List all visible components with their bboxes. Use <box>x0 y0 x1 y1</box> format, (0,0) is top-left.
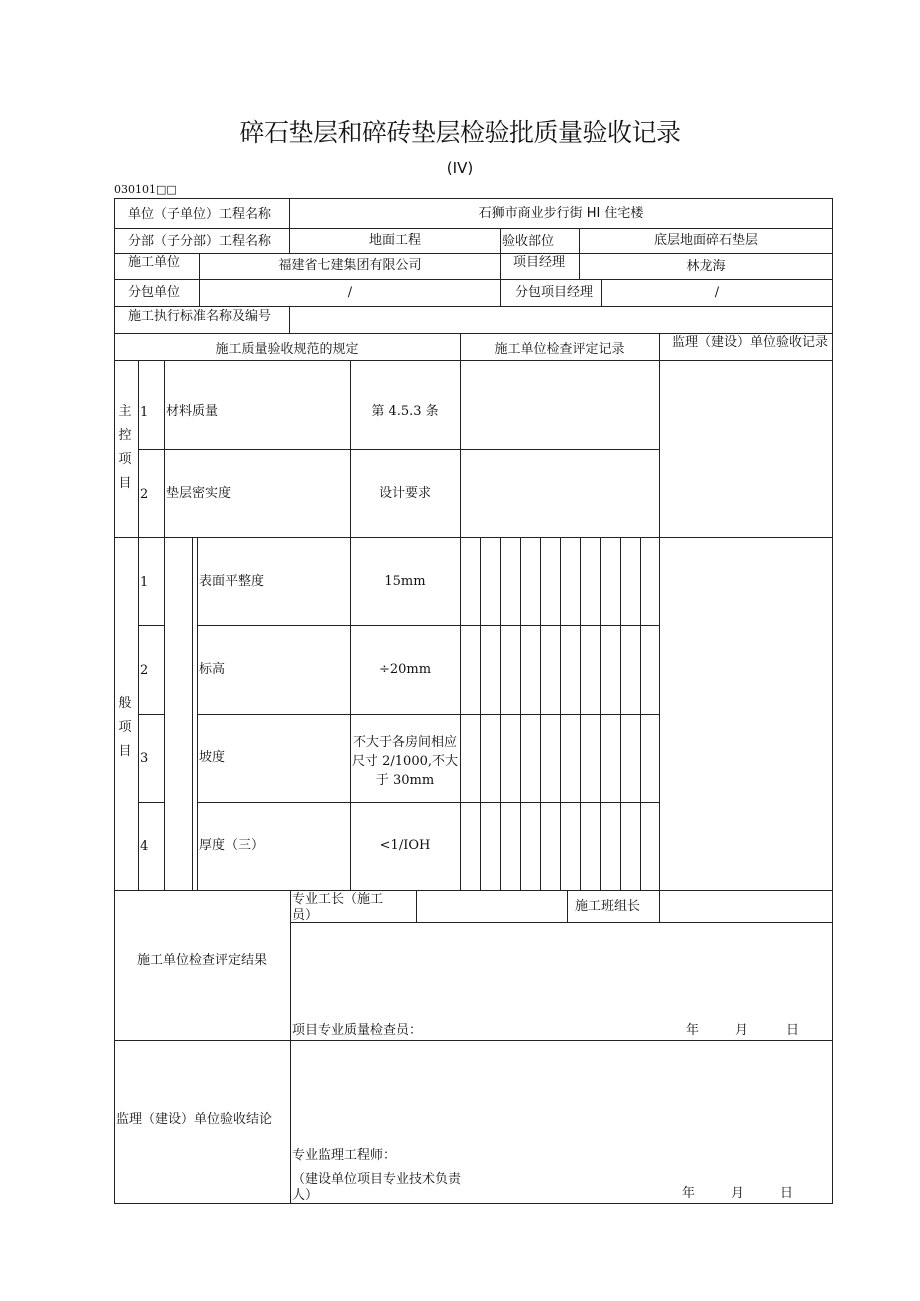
inspector-label: 项目专业质量检查员： <box>292 1023 423 1038</box>
owner-label: （建设单位项目专业技术负责人） <box>292 1172 462 1203</box>
supervisor-result-label: 监理（建设）单位验收结论 <box>116 1112 273 1127</box>
main-control-group-label: 主控项目 <box>118 404 132 491</box>
item-requirement: 15mm <box>384 574 426 589</box>
pm-value: 林龙海 <box>686 259 726 274</box>
team-leader-label: 施工班组长 <box>575 899 641 914</box>
subcontractor-label: 分包单位 <box>128 285 181 300</box>
date-month: 月 <box>735 1023 749 1038</box>
item-number: 1 <box>140 575 149 590</box>
date-day: 日 <box>780 1186 794 1201</box>
date-year: 年 <box>686 1023 700 1038</box>
subcontractor-value: / <box>347 285 353 300</box>
spec-column-header: 施工质量验收规范的规定 <box>215 342 359 357</box>
item-name: 厚度（三） <box>199 838 265 853</box>
item-number: 1 <box>140 405 149 420</box>
item-name: 标高 <box>199 662 226 677</box>
form-code: 030101□□ <box>114 183 177 196</box>
acceptance-part-label: 验收部位 <box>502 234 555 249</box>
general-group-label: 般项目 <box>118 696 132 759</box>
item-name: 坡度 <box>199 750 226 765</box>
date-day: 日 <box>786 1023 800 1038</box>
date-month: 月 <box>731 1186 745 1201</box>
item-requirement: 不大于各房间相应尺寸 2/1000,不大于 30mm <box>352 735 458 788</box>
item-requirement: 第 4.5.3 条 <box>371 404 439 419</box>
pm-label: 项目经理 <box>513 255 566 270</box>
sub-pm-value: / <box>714 285 720 300</box>
item-requirement: ÷20mm <box>378 662 432 677</box>
item-requirement: <1/IOH <box>379 838 431 853</box>
document-subtitle: (IV) <box>446 159 474 177</box>
foreman-label: 专业工长（施工员） <box>292 892 384 923</box>
item-name: 垫层密实度 <box>166 486 232 501</box>
item-name: 材料质量 <box>166 404 219 419</box>
item-requirement: 设计要求 <box>378 486 431 501</box>
date-year: 年 <box>682 1186 696 1201</box>
contractor-value: 福建省七建集团有限公司 <box>278 258 422 273</box>
item-name: 表面平整度 <box>199 574 265 589</box>
item-number: 2 <box>140 663 149 678</box>
supervisor-record-header: 监理（建设）单位验收记录 <box>672 335 829 350</box>
contractor-label: 施工单位 <box>128 255 181 270</box>
contractor-record-header: 施工单位检查评定记录 <box>494 342 625 357</box>
sub-pm-label: 分包项目经理 <box>515 285 594 300</box>
document-title: 碎石垫层和碎砖垫层检验批质量验收记录 <box>239 118 681 147</box>
standard-label: 施工执行标准名称及编号 <box>128 309 272 324</box>
acceptance-part-value: 底层地面碎石垫层 <box>653 233 758 248</box>
item-number: 3 <box>140 751 149 766</box>
unit-project-value: 石狮市商业步行街 HI 住宅楼 <box>478 206 644 221</box>
sub-project-value: 地面工程 <box>368 233 421 248</box>
engineer-label: 专业监理工程师： <box>292 1148 397 1163</box>
unit-project-label: 单位（子单位）工程名称 <box>128 207 272 222</box>
contractor-result-label: 施工单位检查评定结果 <box>136 953 267 968</box>
item-number: 2 <box>140 487 149 502</box>
sub-project-label: 分部（子分部）工程名称 <box>128 234 272 249</box>
item-number: 4 <box>140 839 149 854</box>
